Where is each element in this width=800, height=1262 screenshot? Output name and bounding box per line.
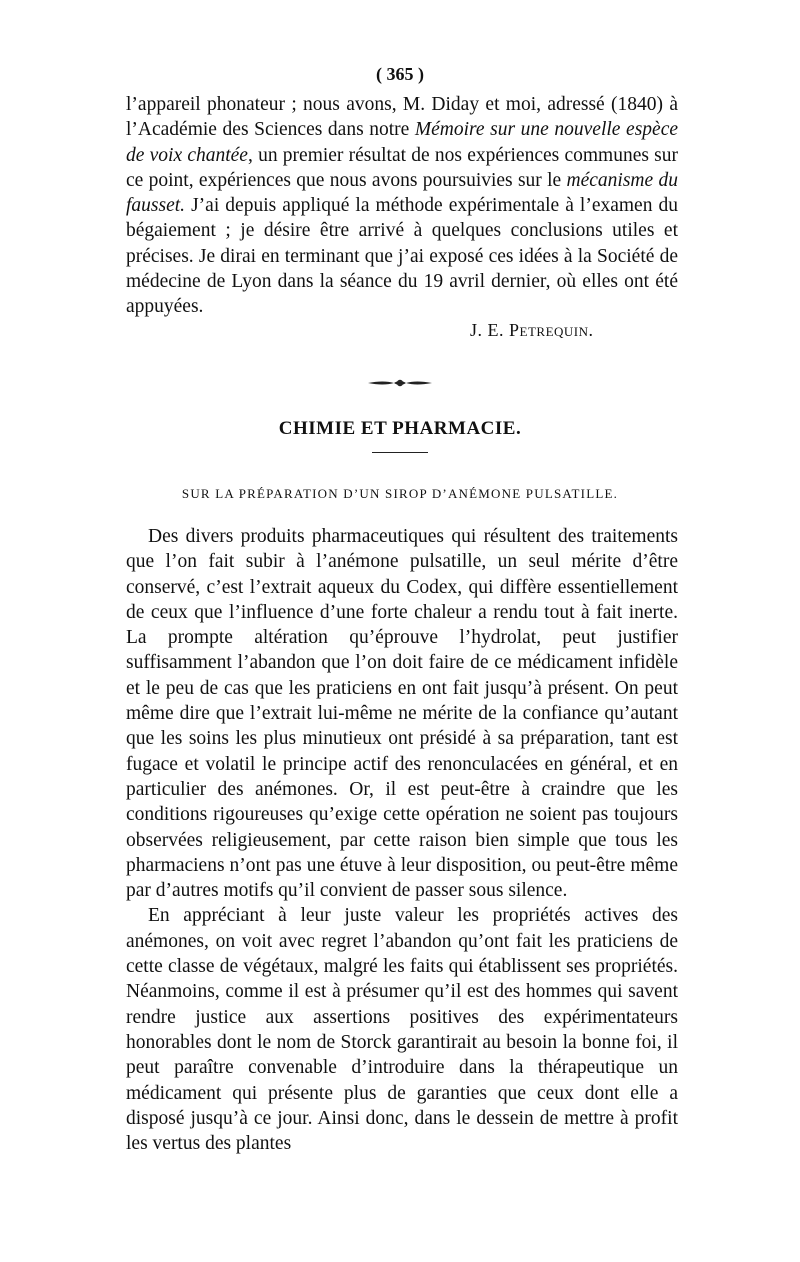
author-initials: J. E. bbox=[470, 320, 509, 340]
ornament-divider-icon bbox=[366, 378, 434, 388]
author-name: Petrequin. bbox=[509, 320, 594, 340]
intro-italic-mecanisme: mécanisme du fausset. bbox=[126, 169, 678, 217]
author-signature bbox=[470, 320, 594, 341]
page-number: ( 365 ) bbox=[376, 64, 424, 84]
article-body bbox=[126, 524, 678, 1156]
section-title: CHIMIE ET PHARMACIE. bbox=[278, 418, 522, 439]
body-paragraph: Des divers produits pharmaceutiques qui résultent des traitements que l’on fait subir à l’anémone pulsatille, un seul mérite d’être conservé, c’est l’extrait aqueux du Codex, qui diffère essentiellement de ceux que l’influence d’une forte chaleur a rendu tout à fait inerte. La prompte altération qu’éprouve l’hydrolat, peut justifier suffisamment l’abandon que l’on doit faire de ce médicament infidèle et le peu de cas que les praticiens en ont fait jusqu’à présent. On peut même dire que l’extrait lui-même ne mérite de la confiance qu’autant que les soins les plus minutieux ont présidé à sa préparation, tant est fugace et volatil le principe actif des renonculacées en général, et en particulier des anémones. Or, il est peut-être à craindre que les conditions rigoureuses qu’exige cette opération ne soient pas toujours observées religieusement, par cette raison bien simple que tous les pharmaciens n’ont pas une étuve à leur disposition, ou peut-être même par d’autres motifs qu’il convient de passer sous silence. bbox=[126, 526, 678, 902]
intro-text-3: J’ai depuis appliqué la méthode expérimentale à l’examen du bégaiement ; je désire être arrivé à quelques conclusions utiles et précises. Je dirai en terminant que j’ai exposé ces idées à la Société de médecine de Lyon dans la séance du 19 avril dernier, où elles ont été appuyées. bbox=[126, 195, 678, 318]
intro-paragraph bbox=[126, 92, 678, 320]
intro-text-2: , un premier résultat de nos expériences communes sur ce point, expériences que nous avons poursuivies sur le bbox=[126, 144, 678, 191]
intro-italic-title: Mémoire sur une nouvelle espèce de voix chantée bbox=[126, 119, 678, 166]
article-title: SUR LA PRÉPARATION D’UN SIROP D’ANÉMONE PULSATILLE. bbox=[181, 486, 619, 501]
body-paragraph: En appréciant à leur juste valeur les propriétés actives des anémones, on voit avec regret l’abandon qu’ont fait les praticiens de cette classe de végétaux, malgré les faits qui établissent ses propriétés. Néanmoins, comme il est à présumer qu’il est des hommes qui savent rendre justice aux assertions positives des expérimentateurs honorables dont le nom de Storck garantirait au besoin la bonne foi, il peut paraître convenable d’introduire dans la thérapeutique un médicament qui présente plus de garanties que ceux dont elle a disposé jusqu’à ce jour. Ainsi donc, dans le dessein de mettre à profit les vertus des plantes bbox=[126, 905, 678, 1155]
section-title-rule bbox=[372, 452, 428, 453]
intro-text-1: l’appareil phonateur ; nous avons, M. Diday et moi, adressé (1840) à l’Académie des Sciences dans notre bbox=[126, 94, 678, 141]
